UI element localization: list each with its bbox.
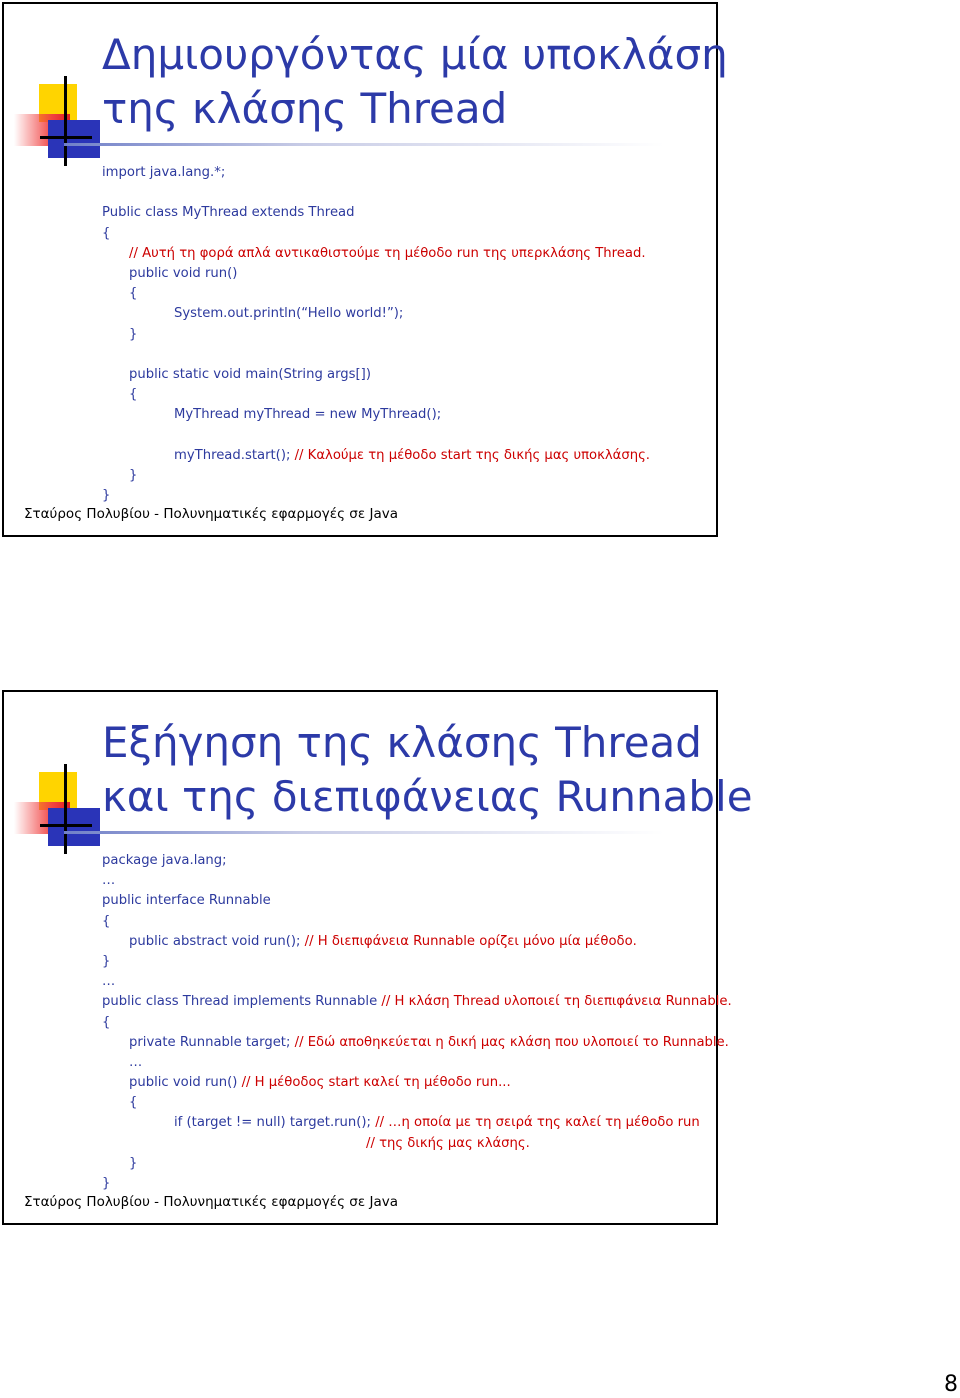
slide-2 xyxy=(2,690,753,1225)
code-line: { xyxy=(102,1014,111,1030)
code-listing xyxy=(102,851,732,1194)
code-line: { xyxy=(129,387,138,403)
code-blank-line xyxy=(102,345,714,365)
title-divider xyxy=(64,831,664,834)
code-line: … xyxy=(102,873,116,889)
code-line: public void run() // Η μέθοδος start καλεί τη μέθοδο run... xyxy=(129,1075,511,1091)
code-line: } xyxy=(129,326,138,342)
slide-1 xyxy=(2,2,728,537)
code-comment: // Εδώ αποθηκεύεται η δική μας κλάση που υλοποιεί το Runnable. xyxy=(294,1034,729,1050)
code-line: … xyxy=(102,974,116,990)
code-line: public class Thread implements Runnable // Η κλάση Thread υλοποιεί τη διεπιφάνεια Runnable. xyxy=(102,994,732,1010)
code-blank-line xyxy=(102,425,714,445)
code-line: } xyxy=(102,953,111,969)
code-comment: // Η κλάση Thread υλοποιεί τη διεπιφάνεια Runnable. xyxy=(381,994,732,1010)
slide-footer: Σταύρος Πολυβίου - Πολυνηματικές εφαρμογές σε Java xyxy=(24,1194,398,1210)
code-comment: // Η διεπιφάνεια Runnable ορίζει μόνο μία μέθοδο. xyxy=(304,933,637,949)
slide-title xyxy=(102,716,753,824)
title-divider xyxy=(64,143,664,146)
code-line: myThread.start(); // Καλούμε τη μέθοδο start της δικής μας υποκλάσης. xyxy=(174,447,650,463)
code-line: if (target != null) target.run(); // …η οποία με τη σειρά της καλεί τη μέθοδο run xyxy=(174,1115,700,1131)
title-line: Εξήγηση της κλάσης Thread xyxy=(102,718,702,767)
code-line: public interface Runnable xyxy=(102,893,271,909)
code-line: { xyxy=(129,1095,138,1111)
code-line: … xyxy=(129,1054,143,1070)
code-line: Public class MyThread extends Thread xyxy=(102,205,355,221)
code-line: System.out.println(“Hello world!”); xyxy=(174,306,404,322)
slide-title xyxy=(102,28,728,136)
code-line: import java.lang.*; xyxy=(102,165,226,180)
code-line: public abstract void run(); // Η διεπιφάνεια Runnable ορίζει μόνο μία μέθοδο. xyxy=(129,933,637,949)
code-listing xyxy=(102,163,714,506)
title-line: της κλάσης Thread xyxy=(102,84,508,133)
slide-footer: Σταύρος Πολυβίου - Πολυνηματικές εφαρμογές σε Java xyxy=(24,506,398,522)
code-line: { xyxy=(129,286,138,302)
code-line: } xyxy=(102,488,111,503)
code-line: public void run() xyxy=(129,265,238,281)
code-line: MyThread myThread = new MyThread(); xyxy=(174,407,442,423)
code-comment: // Η μέθοδος start καλεί τη μέθοδο run... xyxy=(241,1075,511,1091)
code-comment: // της δικής μας κλάσης. xyxy=(366,1135,530,1151)
code-line: private Runnable target; // Εδώ αποθηκεύεται η δική μας κλάση που υλοποιεί το Runnable. xyxy=(129,1034,729,1050)
code-line: { xyxy=(102,225,111,241)
code-line xyxy=(102,1134,714,1154)
code-line: package java.lang; xyxy=(102,853,227,868)
page-number: 8 xyxy=(944,1372,958,1397)
title-line: και της διεπιφάνειας Runnable xyxy=(102,772,753,821)
title-line: Δημιουργόντας μία υποκλάση xyxy=(102,30,728,79)
code-comment: // Αυτή τη φορά απλά αντικαθιστούμε τη μέθοδο run της υπερκλάσης Thread. xyxy=(129,245,646,261)
code-blank-line xyxy=(102,183,714,203)
code-line: } xyxy=(102,1176,111,1191)
code-comment: // …η οποία με τη σειρά της καλεί τη μέθοδο run xyxy=(375,1115,700,1131)
code-line: { xyxy=(102,913,111,929)
code-line xyxy=(102,244,714,264)
code-comment: // Καλούμε τη μέθοδο start της δικής μας υποκλάσης. xyxy=(294,447,650,463)
code-line: } xyxy=(129,1155,138,1171)
code-line: } xyxy=(129,467,138,483)
code-line: public static void main(String args[]) xyxy=(129,366,371,382)
